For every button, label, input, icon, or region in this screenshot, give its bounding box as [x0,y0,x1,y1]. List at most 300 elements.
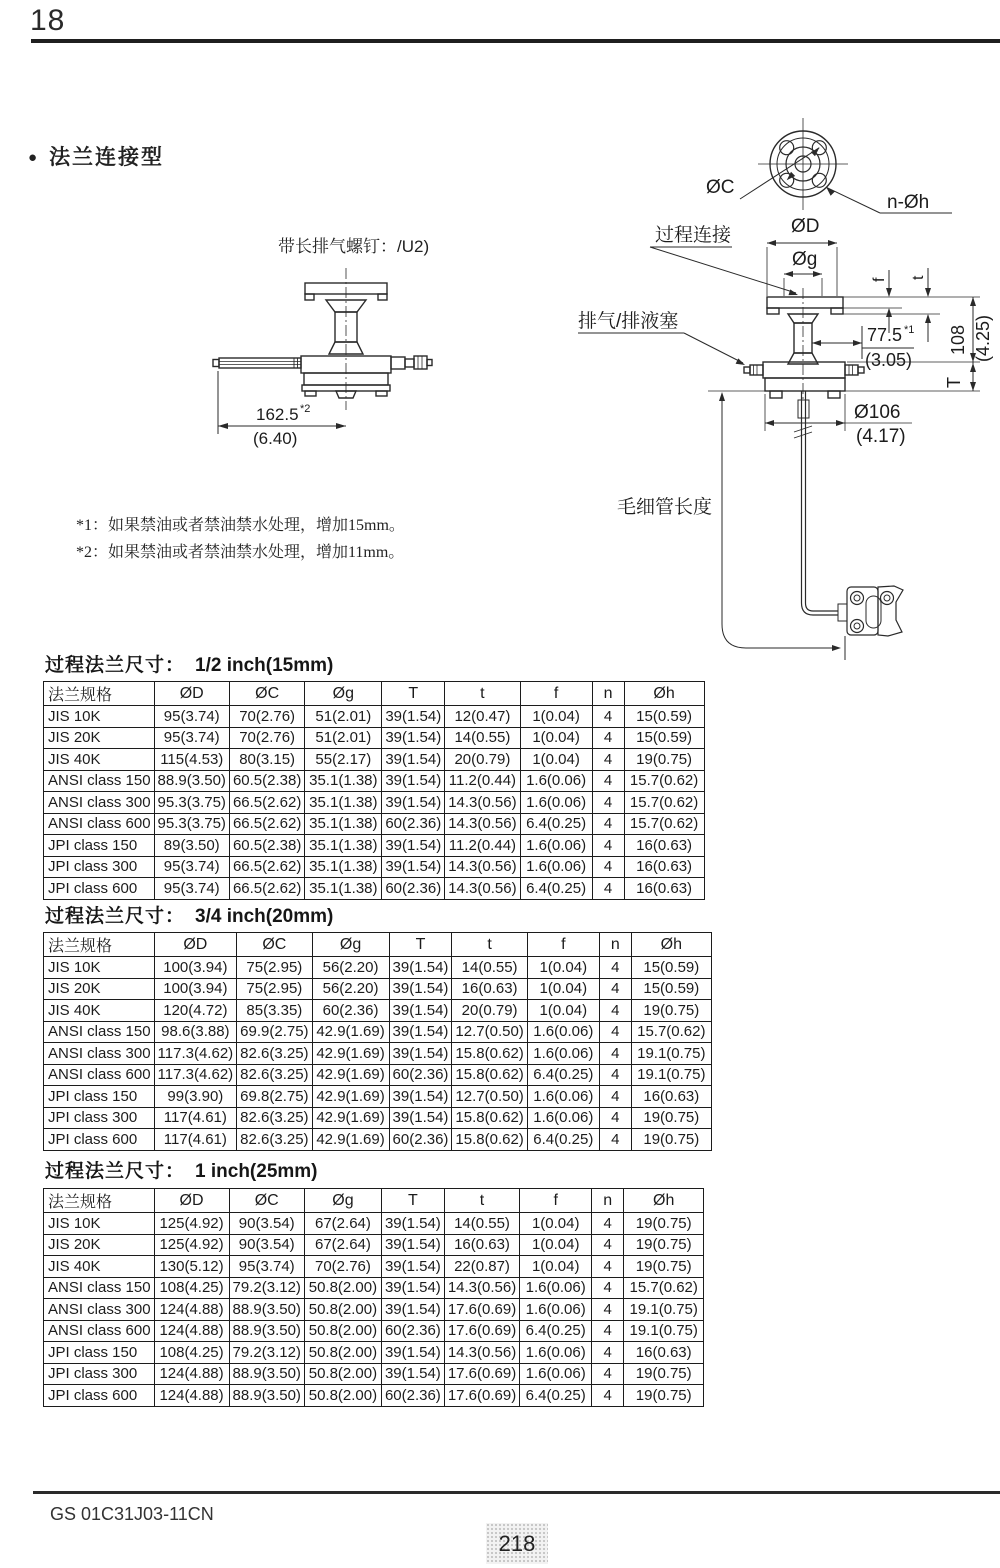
dimension-cell: 12(0.47) [445,706,520,728]
dimension-cell: 15.8(0.62) [452,1043,527,1065]
flange-spec-cell: ANSI class 300 [44,1299,155,1321]
dimension-cell: 35.1(1.38) [305,770,382,792]
bolt-hole [812,173,826,187]
dimension-cell: 1.6(0.06) [520,835,592,857]
flange-dimension-drawing [560,100,1000,660]
dimension-cell: 90(3.54) [229,1234,304,1256]
dimension-cell: 1(0.04) [527,978,599,1000]
flange-spec-cell: ANSI class 150 [44,1021,155,1043]
column-header: T [381,1189,444,1213]
dimension-cell: 42.9(1.69) [312,1086,389,1108]
dimension-cell: 90(3.54) [229,1213,304,1235]
dimension-cell: 1.6(0.06) [520,1363,592,1385]
dimension-cell: 39(1.54) [381,1213,444,1235]
flange-spec-cell: JIS 10K [44,1213,155,1235]
flange-spec-cell: JIS 40K [44,749,155,771]
dimension-cell: 39(1.54) [389,1107,452,1129]
flange-table-half-inch [43,681,705,900]
column-header: f [520,1189,592,1213]
dimension-cell: 95(3.74) [154,727,229,749]
document-number: GS 01C31J03-11CN [50,1504,214,1524]
table-row [44,1363,704,1385]
flange-spec-cell: ANSI class 300 [44,792,155,814]
dimension-cell: 42.9(1.69) [312,1064,389,1086]
dimension-cell: 15.8(0.62) [452,1064,527,1086]
flange-spec-cell: JIS 40K [44,1256,155,1278]
dimension-cell: 1.6(0.06) [520,1299,592,1321]
dimension-cell: 4 [592,706,624,728]
dimension-cell: 117(4.61) [154,1129,237,1151]
T-dim-label: T [944,377,964,388]
dimension-cell: 100(3.94) [154,957,237,979]
dimension-cell: 1.6(0.06) [520,1342,592,1364]
dimension-cell: 115(4.53) [154,749,229,771]
dimension-cell: 4 [592,1342,624,1364]
dimension-cell: 124(4.88) [154,1385,229,1407]
dimension-cell: 17.6(0.69) [444,1299,519,1321]
table-title-three-quarter-inch: 过程法兰尺寸： 3/4 inch(20mm) [45,906,334,927]
f-dim-label: f [871,277,888,282]
dimension-cell: 70(2.76) [229,727,304,749]
dimension-cell: 15(0.59) [624,706,704,728]
bolt-circle-label: ØC [706,177,735,198]
dimension-cell: 35.1(1.38) [305,878,382,900]
length-dimension [218,371,346,434]
dimension-cell: 4 [592,1320,624,1342]
dimension-cell: 15.7(0.62) [624,1277,704,1299]
table-title-one-inch: 过程法兰尺寸： 1 inch(25mm) [45,1161,318,1182]
dimension-cell: 79.2(3.12) [229,1342,304,1364]
dimension-cell: 66.5(2.62) [229,813,304,835]
dimension-cell: 35.1(1.38) [305,792,382,814]
offset-dim-sup: *1 [904,324,915,336]
table-row [44,813,705,835]
process-connection-label: 过程连接 [655,225,732,246]
column-header: Øg [312,933,389,957]
flange-spec-cell: ANSI class 600 [44,813,155,835]
dimension-cell: 66.5(2.62) [229,792,304,814]
column-header: Øg [305,682,382,706]
dimension-cell: 82.6(3.25) [237,1107,312,1129]
table-row [44,1064,712,1086]
dimension-cell: 60(2.36) [312,1000,389,1022]
dimension-cell: 4 [599,1021,631,1043]
dimension-cell: 1(0.04) [520,1234,592,1256]
flange-spec-cell: JPI class 150 [44,1342,155,1364]
page-number-badge: 218 [486,1523,548,1564]
dimension-cell: 55(2.17) [305,749,382,771]
dimension-cell: 15.8(0.62) [452,1107,527,1129]
spec-table [43,1188,704,1407]
flange-spec-cell: JIS 20K [44,1234,155,1256]
dimension-cell: 56(2.20) [312,978,389,1000]
dimension-cell: 60(2.36) [382,813,445,835]
dimension-cell: 19(0.75) [631,1129,711,1151]
dimension-cell: 88.9(3.50) [229,1385,304,1407]
long-vent-screw [219,358,301,368]
dimension-cell: 4 [592,835,624,857]
dimension-cell: 19.1(0.75) [631,1043,711,1065]
dimension-cell: 88.9(3.50) [229,1320,304,1342]
table-row [44,1129,712,1151]
column-header: ØC [229,1189,304,1213]
dimension-cell: 19.1(0.75) [624,1320,704,1342]
column-header: f [527,933,599,957]
dimension-cell: 85(3.35) [237,1000,312,1022]
table-row [44,856,705,878]
dimension-cell: 39(1.54) [382,856,445,878]
dimension-cell: 14.3(0.56) [444,1277,519,1299]
dimension-cell: 4 [592,792,624,814]
footnotes [76,512,405,566]
dim-length-note-sup: *2 [300,403,311,415]
header-rule [31,39,1000,43]
dimension-cell: 69.8(2.75) [237,1086,312,1108]
column-header: ØD [154,933,237,957]
dimension-cell: 6.4(0.25) [527,1129,599,1151]
dimension-cell: 56(2.20) [312,957,389,979]
dimension-cell: 66.5(2.62) [229,878,304,900]
vent-drain-plug-label: 排气/排液塞 [578,311,679,332]
column-header: T [382,682,445,706]
dimension-cell: 4 [592,1256,624,1278]
dimension-cell: 39(1.54) [389,1021,452,1043]
dimension-cell: 1.6(0.06) [520,856,592,878]
dimension-cell: 60.5(2.38) [229,770,304,792]
flange-top-view [740,118,848,210]
dimension-cell: 15.7(0.62) [624,813,704,835]
column-header: n [592,1189,624,1213]
flange-spec-cell: JPI class 600 [44,878,155,900]
dimension-cell: 1.6(0.06) [527,1021,599,1043]
column-header: 法兰规格 [44,933,155,957]
table-row [44,1320,704,1342]
dimension-cell: 35.1(1.38) [305,813,382,835]
dimension-cell: 50.8(2.00) [304,1342,381,1364]
dimension-cell: 6.4(0.25) [520,813,592,835]
dimension-cell: 6.4(0.25) [520,1320,592,1342]
column-header: t [452,933,527,957]
dimension-cell: 6.4(0.25) [527,1064,599,1086]
table-row [44,1043,712,1065]
dimension-cell: 4 [599,1129,631,1151]
flange-spec-cell: ANSI class 150 [44,1277,155,1299]
dimension-cell: 124(4.88) [154,1320,229,1342]
body-dia-inch: (4.17) [856,426,906,447]
outer-dia-label: ØD [791,216,820,237]
dimension-cell: 16(0.63) [624,835,704,857]
table-row [44,1299,704,1321]
t-dim-label: t [910,275,927,280]
dimension-cell: 39(1.54) [389,1000,452,1022]
dimension-cell: 60(2.36) [389,1129,452,1151]
table-row [44,978,712,1000]
dimension-cell: 39(1.54) [389,978,452,1000]
dimension-cell: 4 [592,1213,624,1235]
dimension-cell: 15(0.59) [631,978,711,1000]
offset-dim-value: 77.5 [867,325,903,345]
dimension-cell: 20(0.79) [445,749,520,771]
offset-dim-inch: (3.05) [865,350,913,370]
dimension-cell: 14.3(0.56) [444,1342,519,1364]
dimension-cell: 19(0.75) [624,1385,704,1407]
table-row [44,1086,712,1108]
dimension-cell: 11.2(0.44) [445,770,520,792]
dimension-cell: 80(3.15) [229,749,304,771]
dimension-cell: 70(2.76) [304,1256,381,1278]
dimension-cell: 66.5(2.62) [229,856,304,878]
dimension-cell: 4 [592,749,624,771]
dimension-cell: 95(3.74) [229,1256,304,1278]
column-header: Øg [304,1189,381,1213]
dimension-cell: 39(1.54) [382,727,445,749]
dimension-cell: 4 [592,813,624,835]
bolt-holes-label: n-Øh [887,192,930,213]
dimension-cell: 1(0.04) [520,706,592,728]
column-header: T [389,933,452,957]
left-drawing-caption: 带长排气螺钉：/U2) [278,237,430,256]
dimension-cell: 17.6(0.69) [444,1320,519,1342]
dimension-cell: 19.1(0.75) [624,1299,704,1321]
table-row [44,706,705,728]
dimension-cell: 14(0.55) [452,957,527,979]
flange-side-drawing [180,258,480,463]
flange-spec-cell: JPI class 300 [44,1363,155,1385]
dimension-cell: 39(1.54) [389,1086,452,1108]
dimension-cell: 19(0.75) [624,749,704,771]
spec-table [43,681,705,900]
dimension-cell: 51(2.01) [305,706,382,728]
dimension-cell: 20(0.79) [452,1000,527,1022]
column-header: ØD [154,1189,229,1213]
flange-spec-cell: JPI class 600 [44,1129,155,1151]
dimension-cell: 125(4.92) [154,1213,229,1235]
column-header: n [592,682,624,706]
dimension-cell: 4 [592,1385,624,1407]
dimension-cell: 16(0.63) [624,856,704,878]
flange-spec-cell: JPI class 150 [44,835,155,857]
column-header: f [520,682,592,706]
dimension-cell: 89(3.50) [154,835,229,857]
dimension-cell: 50.8(2.00) [304,1277,381,1299]
dimension-cell: 75(2.95) [237,957,312,979]
column-header: 法兰规格 [44,1189,155,1213]
dim-length-inch: (6.40) [253,429,298,448]
dimension-cell: 42.9(1.69) [312,1107,389,1129]
table-row [44,878,705,900]
table-row [44,1213,704,1235]
dimension-cell: 39(1.54) [381,1256,444,1278]
capillary-length-label: 毛细管长度 [617,497,713,518]
dimension-cell: 99(3.90) [154,1086,237,1108]
bolt-hole [780,141,794,155]
footnote-2: *2：如果禁油或者禁油禁水处理，增加11mm。 [76,544,405,561]
column-header: ØC [237,933,312,957]
transmitter-body [744,362,864,398]
dimension-cell: 4 [592,727,624,749]
dimension-cell: 120(4.72) [154,1000,237,1022]
dimension-cell: 50.8(2.00) [304,1385,381,1407]
header-row [44,1189,704,1213]
dimension-cell: 19(0.75) [624,1363,704,1385]
flange-spec-cell: JIS 20K [44,978,155,1000]
table-row [44,749,705,771]
dimension-cell: 39(1.54) [389,957,452,979]
column-header: t [445,682,520,706]
flange-table-one-inch [43,1188,704,1407]
dimension-cell: 67(2.64) [304,1213,381,1235]
dimension-cell: 14.3(0.56) [445,813,520,835]
dim-length-value: 162.5 [256,405,299,424]
dimension-cell: 4 [599,1107,631,1129]
header-row [44,933,712,957]
dimension-cell: 75(2.95) [237,978,312,1000]
column-header: n [599,933,631,957]
dimension-cell: 69.9(2.75) [237,1021,312,1043]
spec-table [43,932,712,1151]
dimension-cell: 95(3.74) [154,706,229,728]
dimension-cell: 1(0.04) [527,1000,599,1022]
dimension-cell: 4 [592,1299,624,1321]
dimension-cell: 124(4.88) [154,1299,229,1321]
dimension-cell: 108(4.25) [154,1277,229,1299]
dimension-cell: 4 [599,957,631,979]
dimension-cell: 15(0.59) [631,957,711,979]
dimension-cell: 50.8(2.00) [304,1320,381,1342]
dimension-cell: 124(4.88) [154,1363,229,1385]
dimension-cell: 42.9(1.69) [312,1043,389,1065]
dimension-cell: 1(0.04) [527,957,599,979]
dimension-cell: 14.3(0.56) [445,856,520,878]
height-dim-value: 108 [948,324,968,355]
dimension-cell: 95.3(3.75) [154,813,229,835]
table-row [44,1021,712,1043]
column-header: Øh [624,1189,704,1213]
flange-spec-cell: ANSI class 600 [44,1064,155,1086]
page-top-number: 18 [30,4,66,37]
dimension-cell: 39(1.54) [382,792,445,814]
dimension-cell: 22(0.87) [444,1256,519,1278]
dimension-cell: 39(1.54) [381,1299,444,1321]
table-row [44,957,712,979]
dimension-cell: 14(0.55) [445,727,520,749]
footer-rule [33,1491,1000,1494]
dimension-cell: 39(1.54) [382,749,445,771]
dimension-cell: 100(3.94) [154,978,237,1000]
bullet-icon: ● [28,149,40,166]
dimension-cell: 16(0.63) [631,1086,711,1108]
dimension-cell: 16(0.63) [444,1234,519,1256]
dimension-cell: 95.3(3.75) [154,792,229,814]
dimension-cell: 19(0.75) [631,1107,711,1129]
dimension-cell: 60.5(2.38) [229,835,304,857]
dimension-cell: 60(2.36) [382,878,445,900]
dimension-cell: 95(3.74) [154,856,229,878]
dimension-cell: 4 [599,1043,631,1065]
table-row [44,1000,712,1022]
dimension-cell: 79.2(3.12) [229,1277,304,1299]
dimension-cell: 35.1(1.38) [305,835,382,857]
dimension-cell: 1.6(0.06) [520,1277,592,1299]
dimension-cell: 88.9(3.50) [229,1299,304,1321]
table-row [44,1107,712,1129]
dimension-cell: 19(0.75) [624,1256,704,1278]
dimension-cell: 35.1(1.38) [305,856,382,878]
dimension-cell: 117.3(4.62) [154,1064,237,1086]
dimension-cell: 16(0.63) [624,878,704,900]
dimension-cell: 1.6(0.06) [527,1107,599,1129]
dimension-cell: 15.7(0.62) [631,1021,711,1043]
gasket-dia-label: Øg [792,249,818,270]
dimension-cell: 125(4.92) [154,1234,229,1256]
table-row [44,727,705,749]
dimension-cell: 117.3(4.62) [154,1043,237,1065]
dimension-cell: 4 [599,1086,631,1108]
dimension-cell: 12.7(0.50) [452,1086,527,1108]
capillary-tube [794,391,838,615]
dimension-cell: 6.4(0.25) [520,1385,592,1407]
dimension-cell: 11.2(0.44) [445,835,520,857]
dimension-cell: 4 [599,1000,631,1022]
dimension-cell: 4 [592,1234,624,1256]
section-title: 法兰连接型 [49,146,165,169]
dimension-cell: 82.6(3.25) [237,1064,312,1086]
flange-spec-cell: JIS 40K [44,1000,155,1022]
dimension-cell: 95(3.74) [154,878,229,900]
dimension-cell: 16(0.63) [452,978,527,1000]
dimension-cell: 4 [592,770,624,792]
table-title-half-inch: 过程法兰尺寸： 1/2 inch(15mm) [45,655,334,676]
dimension-cell: 19(0.75) [624,1213,704,1235]
table-row [44,1342,704,1364]
flange-spec-cell: JIS 20K [44,727,155,749]
column-header: Øh [631,933,711,957]
flange-spec-cell: JPI class 150 [44,1086,155,1108]
dimension-cell: 39(1.54) [389,1043,452,1065]
dimension-cell: 4 [592,878,624,900]
dimension-cell: 14.3(0.56) [445,878,520,900]
flange-table-three-quarter-inch [43,932,712,1151]
dimension-cell: 50.8(2.00) [304,1363,381,1385]
flange-spec-cell: JPI class 300 [44,856,155,878]
dimension-cell: 15.7(0.62) [624,792,704,814]
footnote-1: *1：如果禁油或者禁油禁水处理，增加15mm。 [76,517,405,534]
table-row [44,1385,704,1407]
dimension-cell: 16(0.63) [624,1342,704,1364]
table-row [44,1277,704,1299]
dimension-cell: 1.6(0.06) [527,1086,599,1108]
dimension-cell: 1.6(0.06) [527,1043,599,1065]
dimension-cell: 1(0.04) [520,1256,592,1278]
flange-spec-cell: JPI class 600 [44,1385,155,1407]
dimension-cell: 17.6(0.69) [444,1385,519,1407]
dimension-cell: 88.9(3.50) [154,770,229,792]
dimension-cell: 39(1.54) [381,1234,444,1256]
header-row [44,682,705,706]
dimension-cell: 19.1(0.75) [631,1064,711,1086]
dimension-cell: 39(1.54) [382,770,445,792]
dimension-cell: 130(5.12) [154,1256,229,1278]
column-header: t [444,1189,519,1213]
dimension-cell: 67(2.64) [304,1234,381,1256]
dimension-cell: 15(0.59) [624,727,704,749]
dimension-cell: 39(1.54) [382,706,445,728]
flange-spec-cell: ANSI class 300 [44,1043,155,1065]
dimension-cell: 1(0.04) [520,1213,592,1235]
dimension-cell: 51(2.01) [305,727,382,749]
section-heading [28,141,164,171]
dimension-cell: 1.6(0.06) [520,792,592,814]
